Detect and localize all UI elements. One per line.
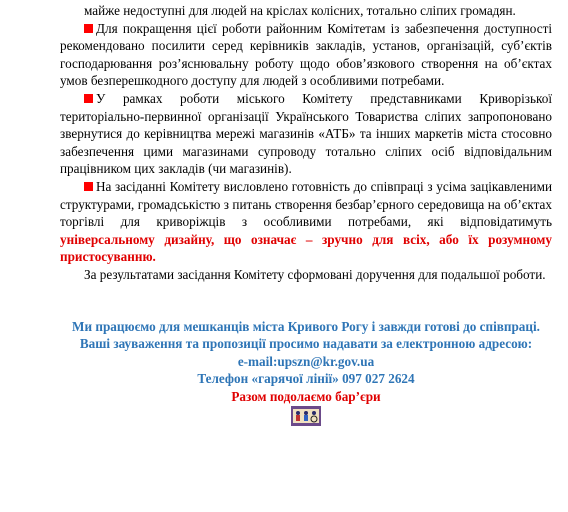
highlighted-text: універсальному дизайну, що означає – зручно для всіх, або їх розумному пристосуванню. xyxy=(60,231,552,265)
red-square-bullet-icon xyxy=(84,94,93,103)
paragraph-3: На засіданні Комітету висловлено готовність до співпраці з усіма зацікавленими структурами, громадськістю з питань створення безбар’єрного середовища на об’єктах торгівлі для криворіжців з особливими потребами, які відповідатимуть універсальному дизайну, що означає – зручно для всіх, або їх розумному пристосуванню. xyxy=(60,178,552,265)
paragraph-continuation: майже недоступні для людей на кріслах колісних, тотально сліпих громадян. xyxy=(84,3,516,18)
paragraph-1: Для покращення цієї роботи районним Комітетам із забезпечення доступності рекомендовано посилити серед керівників закладів, установ, організацій, суб’єктів господарювання роз’яснювальну роботу щодо обов’язкового створення на об’єктах умов безперешкодного доступу для людей з особливими потребами. xyxy=(60,20,552,89)
footer-line-1: Ми працюємо для мешканців міста Кривого Рогу і завжди готові до співпраці. xyxy=(72,318,540,334)
footer-phone: Телефон «гарячої лінії» 097 027 2624 xyxy=(197,371,415,387)
accessibility-logo-icon xyxy=(291,406,321,426)
footer-email[interactable]: e-mail:upszn@kr.gov.ua xyxy=(237,353,375,369)
paragraph-2: У рамках роботи міського Комітету представниками Криворізької територіально-первинної організації Українського Товариства сліпих запропоновано звернутися до керівництва мережі магазинів «АТБ» та інших маркетів міста стосовно забезпечення цими магазинами супроводу тотально сліпих осіб відповідальним працівником цих закладів (чи магазинів). xyxy=(60,90,552,177)
red-square-bullet-icon xyxy=(84,24,93,33)
footer-line-2: Ваші зауваження та пропозиції просимо надавати за електронною адресою: xyxy=(79,336,533,352)
red-square-bullet-icon xyxy=(84,182,93,191)
paragraph-4: За результатами засідання Комітету сформовані доручення для подальшої роботи. xyxy=(84,266,546,282)
document-page xyxy=(60,2,552,426)
footer-slogan: Разом подолаємо бар’єри xyxy=(231,388,381,404)
